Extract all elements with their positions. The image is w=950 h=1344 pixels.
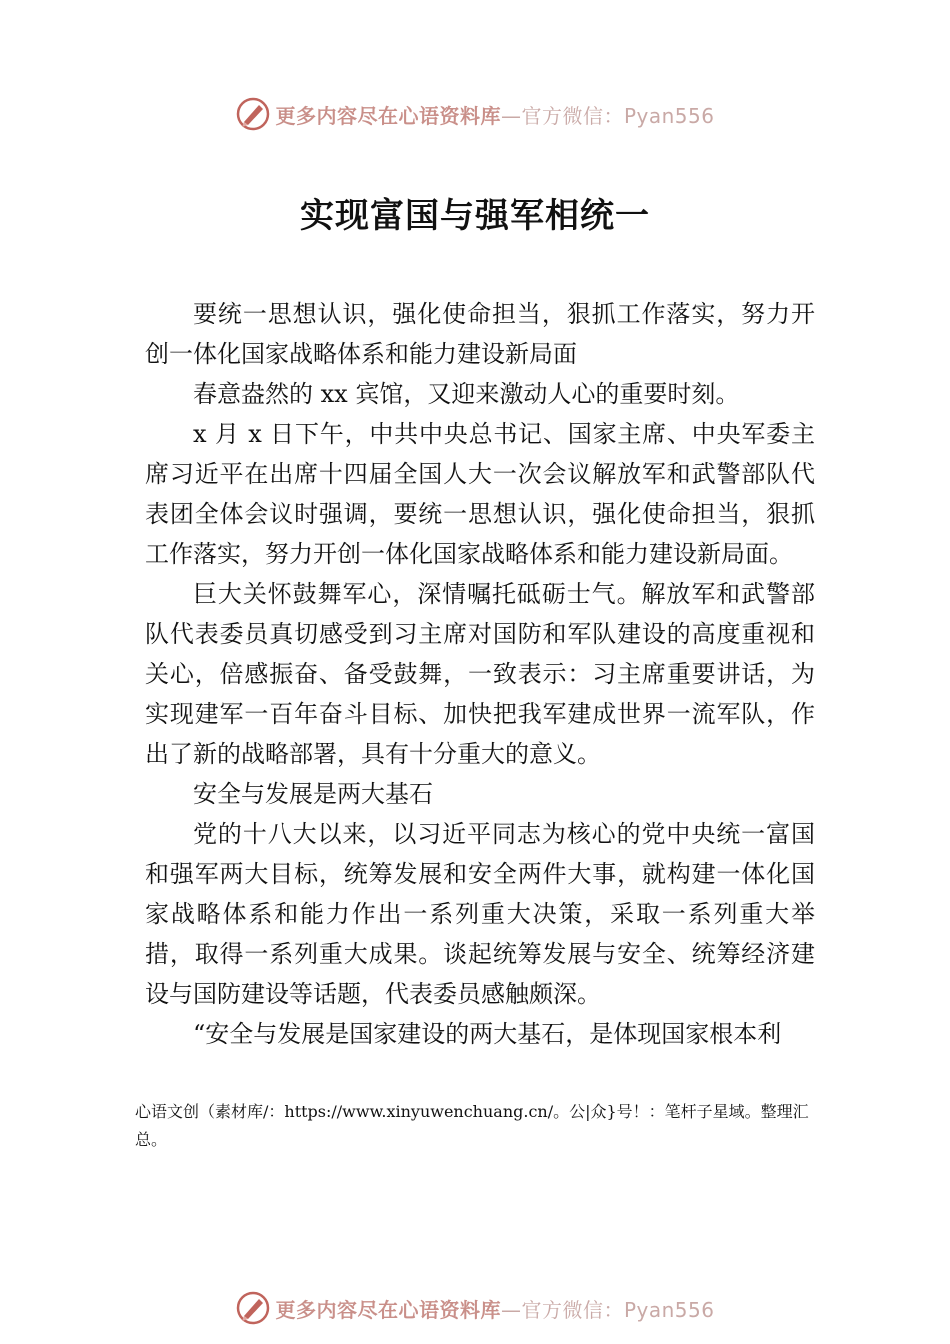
banner-text-main: 更多内容尽在心语资料库 (275, 103, 501, 128)
header-banner (0, 94, 950, 134)
paragraph: 要统一思想认识，强化使命担当，狠抓工作落实，努力开创一体化国家战略体系和能力建设新局面 (145, 300, 815, 368)
source-footnote: 心语文创（素材库/：https://www.xinyuwenchuang.cn/。公|众}号！：笔杆子星域。整理汇总。 (135, 1102, 809, 1149)
footer-banner (0, 1288, 950, 1328)
paragraph: 党的十八大以来，以习近平同志为核心的党中央统一富国和强军两大目标，统筹发展和安全两件大事，就构建一体化国家战略体系和能力作出一系列重大决策，采取一系列重大举措，取得一系列重大成果。谈起统筹发展与安全、统筹经济建设与国防建设等话题，代表委员感触颇深。 (145, 820, 815, 1008)
section-heading: 安全与发展是两大基石 (193, 780, 433, 808)
pen-logo-icon (235, 96, 271, 132)
document-title: 实现富国与强军相统一 (300, 196, 650, 236)
document-body (145, 294, 815, 1054)
paragraph: 巨大关怀鼓舞军心，深情嘱托砥砺士气。解放军和武警部队代表委员真切感受到习主席对国防和军队建设的高度重视和关心，倍感振奋、备受鼓舞，一致表示：习主席重要讲话，为实现建军一百年奋斗目标、加快把我军建成世界一流军队，作出了新的战略部署，具有十分重大的意义。 (145, 580, 815, 768)
paragraph: “安全与发展是国家建设的两大基石，是体现国家根本利 (193, 1020, 782, 1048)
banner-text-main: 更多内容尽在心语资料库 (275, 1297, 501, 1322)
banner-text-contact: —官方微信：Pyan556 (500, 1297, 715, 1322)
banner-text-contact: —官方微信：Pyan556 (500, 103, 715, 128)
paragraph: 春意盎然的 xx 宾馆，又迎来激动人心的重要时刻。 (193, 380, 740, 408)
paragraph: x 月 x 日下午，中共中央总书记、国家主席、中央军委主席习近平在出席十四届全国人大一次会议解放军和武警部队代表团全体会议时强调，要统一思想认识，强化使命担当，狠抓工作落实，努力开创一体化国家战略体系和能力建设新局面。 (145, 420, 815, 568)
pen-logo-icon (235, 1290, 271, 1326)
